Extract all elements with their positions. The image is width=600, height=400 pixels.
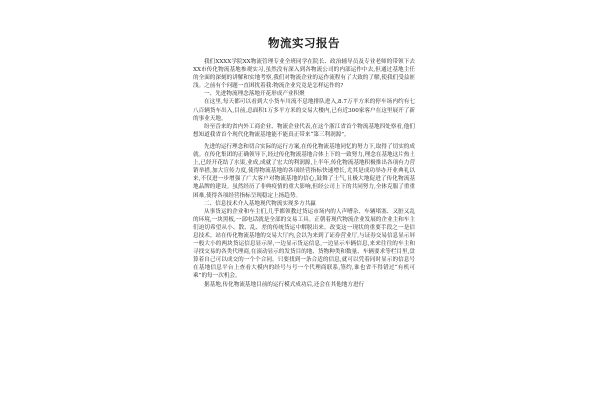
section-heading: 一、先进物流理念落地开花形成产业积聚 bbox=[204, 91, 305, 98]
paragraph: 据基地,传化物流基地目前的运行模式成功后,还会在其他地方进行 bbox=[204, 281, 365, 288]
paragraph: 纷至沓来的省内外工商企业、物流企业代表,在这个浙江省首个物流基地四处察看,他们想知道我省首个现代化物流基地能不能真正带来“第三利润源”。 bbox=[193, 123, 415, 138]
document-body bbox=[193, 28, 415, 289]
paragraph: 从事货运的企业和车主们,几乎都领教过货运市场内的人声嘈杂、车辆堵塞、又脏又乱的环境,一块黑板,一部电话就是全部的交易工具。正朝着现代物流企业发展的企业主和车主们迫切希望从小、散、乱、差的传统货运中解脱出来。改变这一现状的重要手段之一是信息技术。站在传化物流基地的交易大厅内,会以为来到了证券营业厅,与证券交易信息显示屏一般大小的两块货运信息显示屏,一边显示货运信息,一边显示车辆信息,来来往往的车主和寻找交易的各类代理商,在滚动显示的发货目的地、货物种类和数量、车辆要求等栏目里,盘算着自己可以成交的一个个合同。只要找到一条合适的信息,就可以凭着同时显示的信息号在基地信息平台上查看大模内的经号与号一个代理商联系,签约,谁也省不得错过“有机可乘”的每一次机会。 bbox=[193, 208, 415, 280]
paragraph: 在这里,每天都可以看到大小货车川流不息地排队进入,8.7万平方米的停车场内约有七八百辆货车出入,目前,总面积1万多平方米的交易大楼内,已有近300家客户在这里展开了新的事业天地。 bbox=[193, 99, 415, 122]
paragraph: 我们XXXX学院XX物流管理专业全班同学在院长、政治辅导员及专业老师的带领下去XX市传化物流基地参观实习,虽然没有深入到各物流公司的内部运作中去,但通过基地主任的全面的深刻的讲解和实地考察,我们对物流企业的运作流程有了大致的了解,使我们受益匪浅。之前有个问题一直困扰着我:物流企业究竟是怎样运作的? bbox=[193, 59, 415, 90]
paragraph: 先进的运行理念和切合实际的运行方案,在传化物流基地同忆的努力下,取得了切实的成就。在传化集团的正确领导下,经过传化物流基地合体上下的一致努力,理念在基地这片热土上,已经开花结了水果,业成,成就了宏大的利润源,上半年,传化物流基地积极推出各项有力营销举措,加大宣传力度,使得物流基地的各项经营指标快速增长,尤其是成功举办开业典礼以来,不仅进一步增强了广大客户对物流基地的信心,鼓舞了士气,且极大地促进了传化物流基地品牌的建设。虽然经历了非典疫情的重大影响,但经公司上下的共同努力,全体克服了重重困难,使得各项经营指标呈现稳定上扬趋势。 bbox=[193, 143, 415, 199]
section-heading: 二、信息技术介入基地现代物流实现多方共赢 bbox=[204, 200, 316, 207]
document-title: 物流实习报告 bbox=[268, 36, 340, 50]
